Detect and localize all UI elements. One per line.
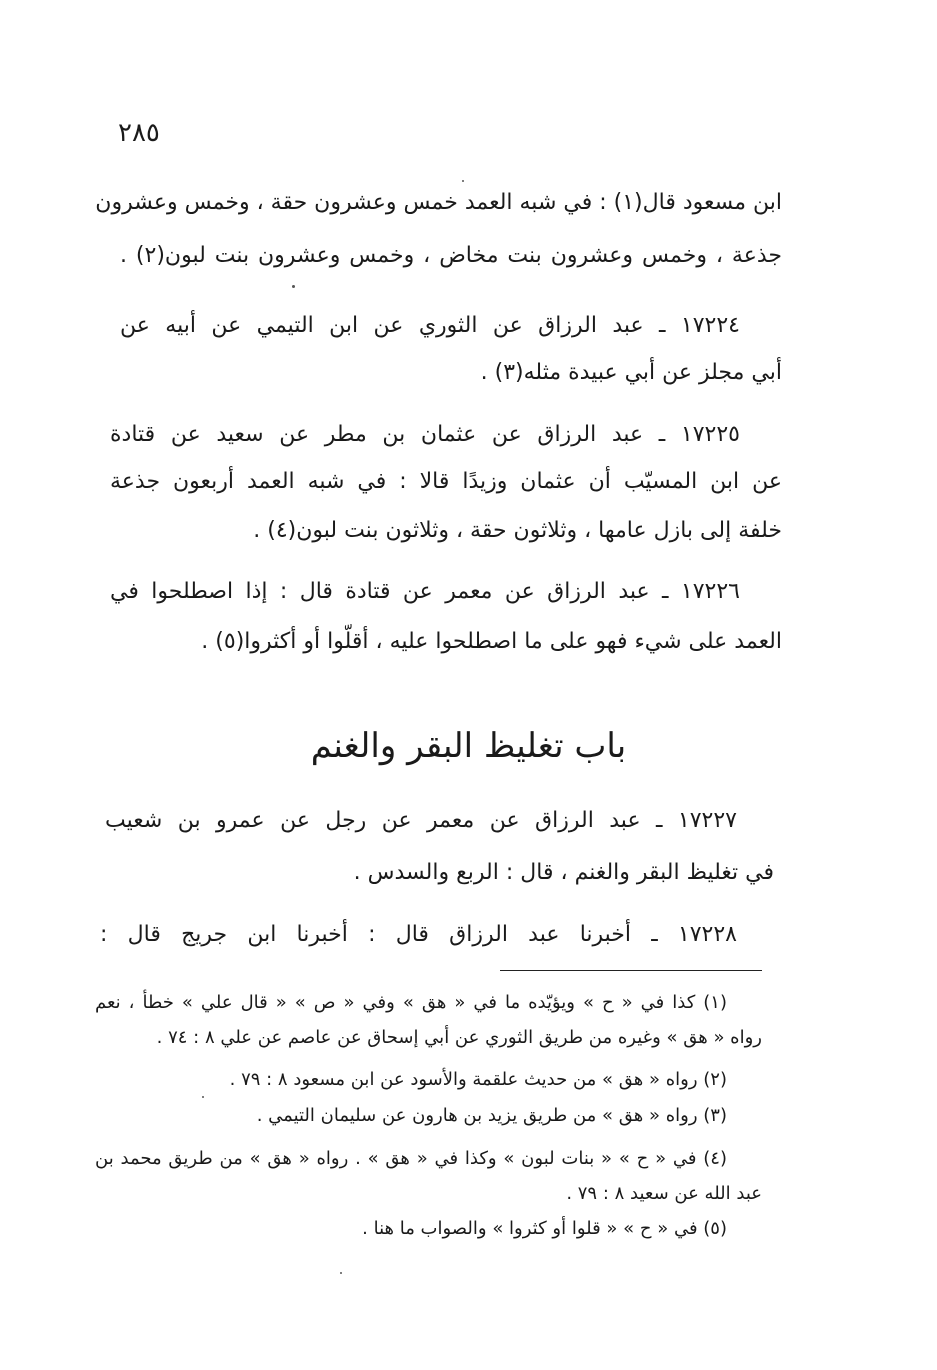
hadith-17228-line-1: ١٧٢٢٨ ـ أخبرنا عبد الرزاق قال : أخبرنا ابن جريج قال : — [100, 922, 737, 947]
scan-speck — [340, 1272, 342, 1274]
hadith-17227-line-1: ١٧٢٢٧ ـ عبد الرزاق عن معمر عن رجل عن عمرو بن شعيب — [105, 808, 737, 833]
footnote-5: (٥) في « ح » « قلوا أو كثروا » والصواب ما هنا . — [362, 1218, 727, 1239]
hadith-17225-line-1: ١٧٢٢٥ ـ عبد الرزاق عن عثمان بن مطر عن سعيد عن قتادة — [110, 422, 740, 447]
scan-speck — [292, 285, 295, 288]
footnote-2: (٢) رواه « هق » من حديث علقمة والأسود عن ابن مسعود ٨ : ٧٩ . — [229, 1069, 727, 1090]
hadith-17225-line-3: خلفة إلى بازل عامها ، وثلاثون حقة ، وثلاثون بنت لبون(٤) . — [253, 518, 782, 543]
hadith-17227-line-2: في تغليظ البقر والغنم ، قال : الربع والسدس . — [353, 860, 774, 885]
chapter-heading: باب تغليظ البقر والغنم — [310, 726, 627, 766]
scan-speck — [202, 1096, 204, 1098]
text-line-1: ابن مسعود قال(١) : في شبه العمد خمس وعشرون حقة ، وخمس وعشرون — [95, 190, 782, 215]
footnote-1-line-1: (١) كذا في « ح » ويؤيّده ما في « هق » وفي « ص » « قال علي » خطأ ، نعم — [95, 992, 727, 1013]
hadith-17226-line-2: العمد على شيء فهو على ما اصطلحوا عليه ، أقلّوا أو أكثروا(٥) . — [201, 629, 782, 654]
footnote-3: (٣) رواه « هق » من طريق يزيد بن هارون عن سليمان التيمي . — [256, 1105, 727, 1126]
footnote-1-line-2: رواه « هق » وغيره من طريق الثوري عن أبي إسحاق عن عاصم عن علي ٨ : ٧٤ . — [156, 1027, 762, 1048]
footnote-separator — [500, 970, 762, 971]
scan-speck — [462, 180, 464, 182]
hadith-17224-line-2: أبي مجلز عن أبي عبيدة مثله(٣) . — [480, 360, 782, 385]
hadith-17224-line-1: ١٧٢٢٤ ـ عبد الرزاق عن الثوري عن ابن التيمي عن أبيه عن — [120, 313, 740, 338]
text-line-2: جذعة ، وخمس وعشرون بنت مخاض ، وخمس وعشرون بنت لبون(٢) . — [120, 243, 782, 268]
footnote-4-line-2: عبد الله عن سعيد ٨ : ٧٩ . — [566, 1183, 762, 1204]
page-number: ٢٨٥ — [118, 118, 160, 148]
hadith-17225-line-2: عن ابن المسيّب أن عثمان وزيدًا قالا : في شبه العمد أربعون جذعة — [110, 469, 782, 494]
hadith-17226-line-1: ١٧٢٢٦ ـ عبد الرزاق عن معمر عن قتادة قال : إذا اصطلحوا في — [110, 579, 740, 604]
footnote-4-line-1: (٤) في « ح » « بنات لبون » وكذا في « هق » . رواه « هق » من طريق محمد بن — [95, 1148, 727, 1169]
